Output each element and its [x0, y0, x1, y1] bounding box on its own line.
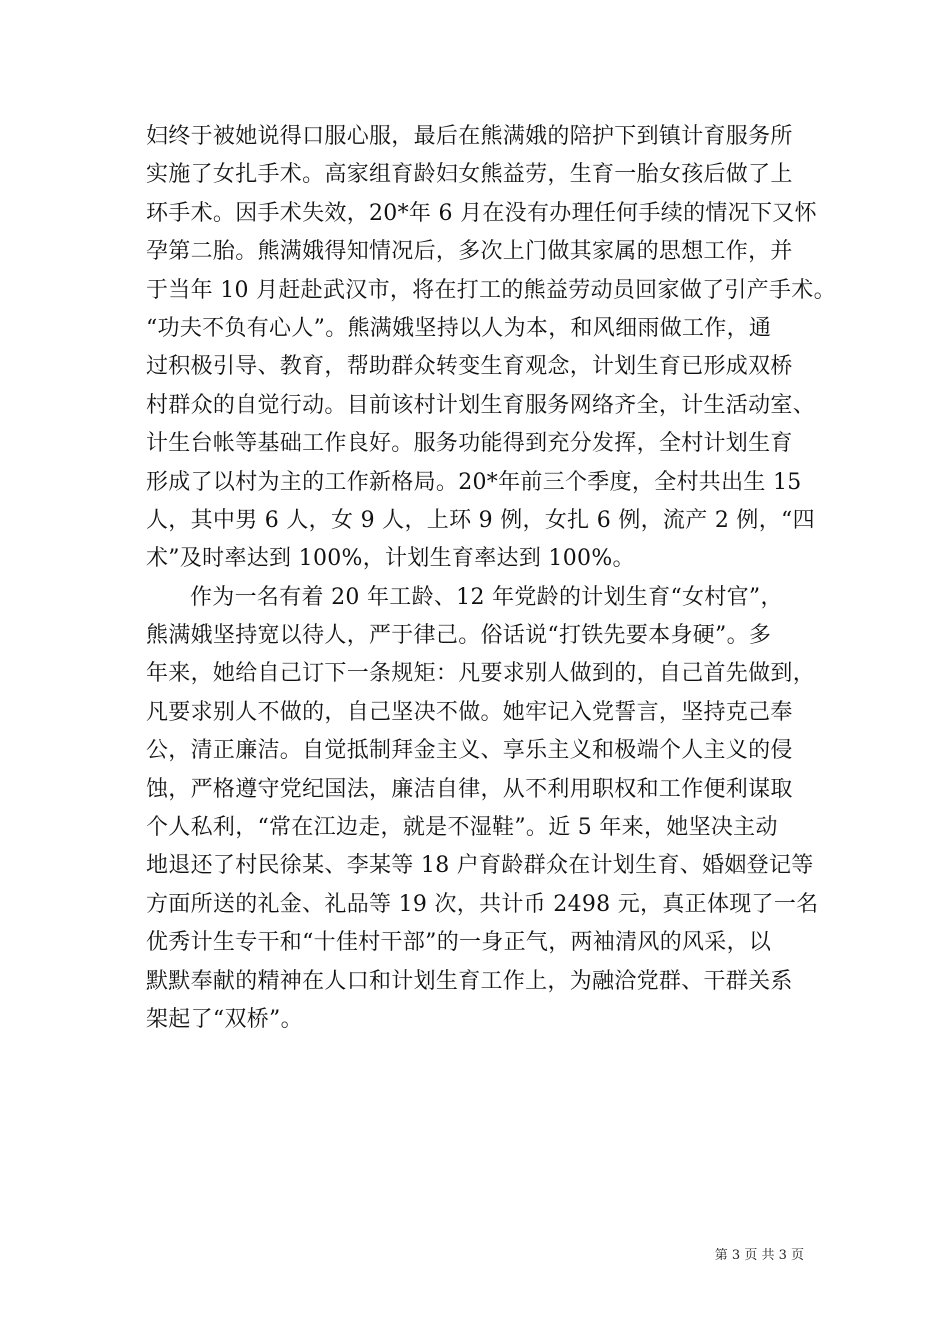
text-line: “功夫不负有心人”。熊满娥坚持以人为本，和风细雨做工作，通 — [146, 315, 772, 341]
text-line: 村群众的自觉行动。目前该村计划生育服务网络齐全，计生活动室、 — [146, 392, 816, 418]
paragraph-2 — [146, 579, 819, 1040]
page-number: 第 3 页 共 3 页 — [714, 1248, 804, 1263]
text-line: 术”及时率达到 100%，计划生育率达到 100%。 — [146, 546, 635, 572]
text-line: 实施了女扎手术。高家组育龄妇女熊益劳，生育一胎女孩后做了上 — [146, 162, 793, 188]
text-line: 地退还了村民徐某、李某等 18 户育龄群众在计划生育、婚姻登记等 — [146, 853, 814, 879]
text-line: 于当年 10 月赶赴武汉市，将在打工的熊益劳动员回家做了引产手术。 — [146, 277, 836, 303]
text-line: 熊满娥坚持宽以待人，严于律己。俗话说“打铁先要本身硬”。多 — [146, 623, 772, 649]
text-line: 优秀计生专干和“十佳村干部”的一身正气，两袖清风的风采，以 — [146, 930, 772, 956]
text-line: 架起了“双桥”。 — [146, 1006, 303, 1032]
text-line: 个人私利，“常在江边走，就是不湿鞋”。近 5 年来，她坚决主动 — [146, 815, 778, 841]
text-line: 凡要求别人不做的，自己坚决不做。她牢记入党誓言，坚持克己奉 — [146, 699, 793, 725]
text-line: 孕第二胎。熊满娥得知情况后，多次上门做其家属的思想工作，并 — [146, 239, 793, 265]
document-body — [146, 118, 836, 1039]
text-line: 作为一名有着 20 年工龄、12 年党龄的计划生育“女村官”， — [190, 584, 783, 610]
text-line: 环手术。因手术失效，20*年 6 月在没有办理任何手续的情况下又怀 — [146, 200, 817, 226]
text-line: 人，其中男 6 人，女 9 人，上环 9 例，女扎 6 例，流产 2 例，“四 — [146, 507, 815, 533]
text-line: 过积极引导、教育，帮助群众转变生育观念，计划生育已形成双桥 — [146, 354, 793, 380]
text-line: 妇终于被她说得口服心服，最后在熊满娥的陪护下到镇计育服务所 — [146, 124, 793, 149]
text-line: 方面所送的礼金、礼品等 19 次，共计币 2498 元，真正体现了一名 — [146, 891, 819, 917]
text-line: 默默奉献的精神在人口和计划生育工作上，为融洽党群、干群关系 — [146, 968, 793, 994]
text-line: 形成了以村为主的工作新格局。20*年前三个季度，全村共出生 15 — [146, 469, 802, 495]
text-line: 计生台帐等基础工作良好。服务功能得到充分发挥，全村计划生育 — [146, 431, 793, 457]
text-line: 蚀，严格遵守党纪国法，廉洁自律，从不利用职权和工作便利谋取 — [146, 776, 793, 802]
paragraph-1 — [146, 118, 836, 579]
text-line: 年来，她给自己订下一条规矩：凡要求别人做到的，自己首先做到， — [146, 661, 816, 687]
text-line: 公，清正廉洁。自觉抵制拜金主义、享乐主义和极端个人主义的侵 — [146, 738, 793, 764]
